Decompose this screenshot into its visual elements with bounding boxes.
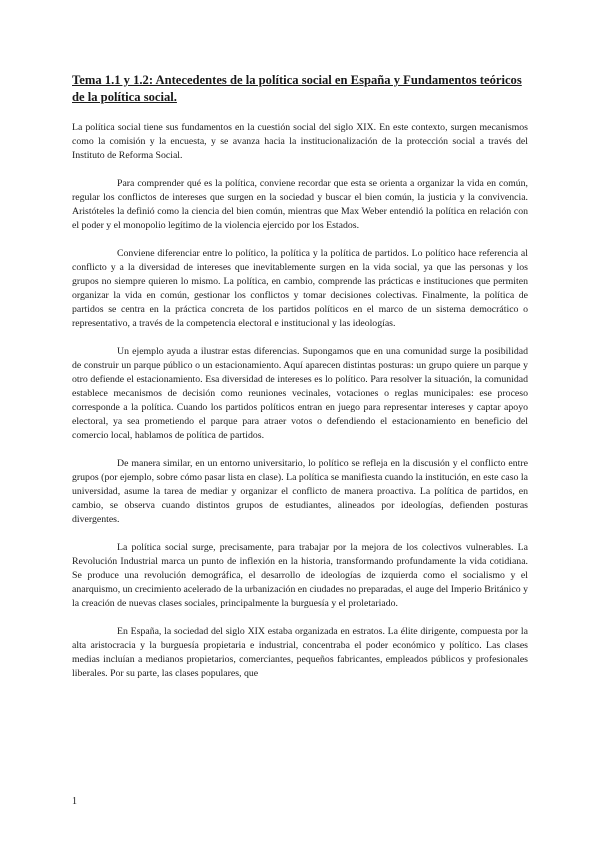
paragraph-intro: La política social tiene sus fundamentos en la cuestión social del siglo XIX. En este contexto, surgen mecanismos como la comisión y la encuesta, y se avanza hacia la institucionalización de la protección social a través del Instituto de Reforma Social. <box>72 122 528 161</box>
document-title: Tema 1.1 y 1.2: Antecedentes de la política social en España y Fundamentos teóricos de la política social. <box>72 73 522 104</box>
document-page <box>72 72 528 695</box>
paragraph-example-community: Un ejemplo ayuda a ilustrar estas diferencias. Supongamos que en una comunidad surge la posibilidad de construir un parque público o un estacionamiento. Aquí aparecen distintas posturas: un grupo quiere un parque y otro defiende el estacionamiento. Esa diversidad de intereses es lo político. Para resolver la situación, la comunidad establece mecanismos de decisión como reuniones vecinales, votaciones o reglas municipales: ese proceso corresponde a la política. Cuando los partidos políticos entran en juego para representar intereses y captar apoyo electoral, ya sea prometiendo el parque para atraer votos o defendiendo el estacionamiento en beneficio del comercio local, hablamos de política de partidos. <box>72 346 528 441</box>
paragraph-social-policy-origin: La política social surge, precisamente, para trabajar por la mejora de los colectivos vulnerables. La Revolución Industrial marca un punto de inflexión en la historia, transformando profundamente la vida cotidiana. Se produce una revolución demográfica, el desarrollo de ideologías de izquierda como el socialismo y el anarquismo, un crecimiento acelerado de la urbanización en ciudades no preparadas, el auge del Imperio Británico y la creación de nuevas clases sociales, principalmente la burguesía y el proletariado. <box>72 542 528 609</box>
paragraph-spain-society: En España, la sociedad del siglo XIX estaba organizada en estratos. La élite dirigente, compuesta por la alta aristocracia y la burguesía propietaria e industrial, concentraba el poder económico y político. Las clases medias incluían a medianos propietarios, comerciantes, pequeños fabricantes, empleados públicos y profesionales liberales. Por su parte, las clases populares, que <box>72 626 528 679</box>
paragraph-distinctions: Conviene diferenciar entre lo político, la política y la política de partidos. Lo político hace referencia al conflicto y a la diversidad de intereses que inevitablemente surgen en la vida social, ya que las personas y los grupos no siempre quieren lo mismo. La política, en cambio, comprende las prácticas e instituciones que permiten organizar la vida en común, gestionar los conflictos y tomar decisiones colectivas. Finalmente, la política de partidos se centra en la práctica concreta de los partidos políticos en el marco de un sistema democrático o representativo, a través de la competencia electoral e institucional y las ideologías. <box>72 248 528 329</box>
paragraph-definition-politics: Para comprender qué es la política, conviene recordar que esta se orienta a organizar la vida en común, regular los conflictos de intereses que surgen en la sociedad y buscar el bien común, la justicia y la convivencia. Aristóteles la definió como la ciencia del bien común, mientras que Max Weber entendió la política en relación con el poder y el monopolio legítimo de la violencia ejercido por los Estados. <box>72 178 528 231</box>
paragraph-example-university: De manera similar, en un entorno universitario, lo político se refleja en la discusión y el conflicto entre grupos (por ejemplo, sobre cómo pasar lista en clase). La política se manifiesta cuando la institución, en este caso la universidad, asume la tarea de mediar y organizar el conflicto de manera proactiva. La política de partidos, en cambio, se observa cuando distintos grupos de estudiantes, alineados por ideologías, defienden posturas divergentes. <box>72 458 528 525</box>
page-number: 1 <box>72 796 77 807</box>
